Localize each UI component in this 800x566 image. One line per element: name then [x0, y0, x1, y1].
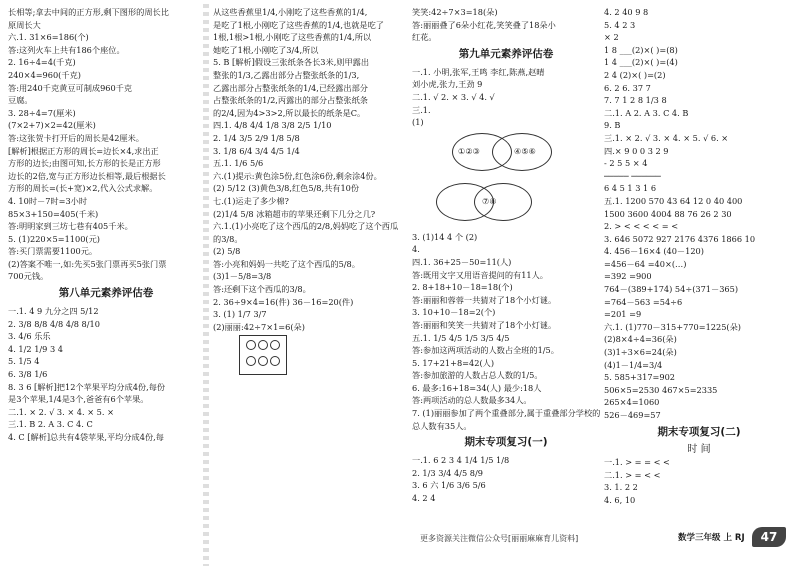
circle-shape [270, 340, 280, 350]
answer-line: 764－(389+174) 54÷(371－365) [604, 284, 739, 295]
answer-line: 2. > < < < < = < [604, 221, 679, 232]
col3-answers-lower [412, 231, 600, 433]
answer-line: 3. 10+10－18=2(个) [412, 307, 496, 318]
col4-answers-bottom [604, 456, 794, 506]
answer-line: 二.1. × 2. √ 3. × 4. × 5. × [8, 406, 114, 417]
answer-line: 2. 3/8 8/8 4/8 4/8 8/10 [8, 318, 100, 329]
answer-line: 五.1. 1200 570 43 64 12 0 40 400 [604, 195, 743, 206]
answer-line: [解析]根据正方形的周长=边长×4,求出正 [8, 145, 159, 156]
answer-line: (3)1÷3×6=24(朵) [604, 347, 677, 358]
answer-line: 4. 2 4 [412, 493, 436, 504]
answer-line: 6. 2 6. 37 7 [604, 82, 651, 93]
answer-line: (2)1/4 5/8 冰箱超市的苹果还剩下几分之几? [213, 208, 376, 219]
page-number: 47 [752, 527, 786, 547]
venn-label-left: ①②③ [458, 145, 481, 156]
answer-line: (2) 5/12 (3)黄色3/8,红色5/8,共有10份 [213, 183, 360, 194]
answer-line: (4)1－1/4=3/4 [604, 359, 663, 370]
answer-line: 5. 17+21+8=42(人) [412, 357, 495, 368]
answer-line: 答:丽丽和笑笑一共猜对了18个小灯谜。 [412, 319, 557, 330]
answer-line: 3. 1. 2 2 [604, 482, 638, 493]
answer-line: 答:既用文字又用语音提问的有11人。 [412, 269, 548, 280]
answer-line: 六.1. (1)770－315+770=1225(朵) [604, 321, 742, 332]
venn-label-center: ⑦⑧ [482, 195, 497, 206]
answer-line: 8. 3 6 [解析]把12个苹果平均分成4份,每份 [8, 381, 166, 392]
answer-line: (2)8×4÷4=36(朵) [604, 334, 677, 345]
unit8-heading: 第八单元素养评估卷 [58, 287, 154, 300]
answer-line: 从这些香蕉里1/4,小刚吃了这些香蕉的1/4, [213, 7, 368, 17]
col3-answers-mid [412, 66, 600, 129]
answer-line: 4. [412, 244, 420, 255]
answer-line: 5. (1)220×5=1100(元) [8, 233, 100, 244]
answer-line: 答:明明家到三坊七巷有405千米。 [8, 221, 133, 232]
answer-line: (2) 5/8 [213, 246, 241, 257]
answer-line: 答:参加这两项活动的人数占全班的1/5。 [412, 345, 559, 356]
answer-line: ───── ────── [604, 170, 661, 181]
answer-line: - 2 5 5 × 4 [604, 158, 648, 169]
answer-line: 5. 585+317=902 [604, 372, 676, 383]
col2-answers [213, 6, 403, 333]
answer-line: 6. 3/8 1/6 [8, 369, 48, 380]
answer-line: =764－563 =54÷6 [604, 296, 683, 307]
answer-line: 四.1. 4/8 4/4 1/8 3/8 2/5 1/10 [213, 120, 332, 131]
answer-line: (3)1－5/8=3/8 [213, 271, 272, 282]
col3-answers-top [412, 6, 600, 44]
col1-answers-top [8, 6, 204, 283]
answer-line: 4. C [解析]总共有4袋苹果,平均分成4份,每 [8, 432, 164, 442]
answer-line: (7×2+7)×2=42(厘米) [8, 120, 96, 131]
answer-line: 700元钱。 [8, 271, 49, 282]
circle-shape [258, 356, 268, 366]
answer-line: 265×4=1060 [604, 397, 660, 408]
answer-line: 占整张纸条的1/2,丙露出的部分占整张纸条 [213, 95, 368, 106]
column-1 [8, 6, 204, 540]
answer-line: 2. 1/3 3/4 4/5 8/9 [412, 467, 483, 478]
answer-line: 答:这列火车上共有186个座位。 [8, 44, 125, 55]
answer-line: 答:用240千克黄豆可制成960千克 [8, 82, 133, 93]
answer-line: 的2/4,因为4>3>2,所以最长的纸条是C。 [213, 107, 366, 118]
time-subheading: 时 间 [687, 443, 711, 455]
final-review-2-heading: 期末专项复习(二) [657, 425, 741, 438]
answer-line: 四.1. 36+25－50=11(人) [412, 256, 512, 267]
answer-line: 方形的周长=(长+宽)×2,代入公式求解。 [8, 183, 158, 194]
column-4 [604, 6, 794, 540]
answer-line: 506×5=2530 467×5=2335 [604, 384, 718, 395]
answer-line: =456－64 =40×(…) [604, 258, 687, 269]
answer-line: 答:丽丽和蓉蓉一共猜对了18个小灯谜。 [412, 294, 557, 305]
answer-line: 红花。 [412, 32, 437, 43]
book-label: 数学三年级 上 RJ [678, 533, 745, 543]
answer-line: 3. 4/6 乐乐 [8, 331, 51, 342]
answer-line: 三.1. [412, 104, 431, 115]
answer-line: 1 4 ___(2)×( )=(4) [604, 57, 678, 68]
answer-line: 2. 1/4 3/5 2/9 1/8 5/8 [213, 132, 300, 143]
answer-line: 1500 3600 4004 88 76 26 2 30 [604, 208, 732, 219]
answer-line: × 2 [604, 32, 619, 43]
answer-line: 刘小虎,张力,王劲 9 [412, 79, 483, 90]
answer-line: (2)丽丽:42÷7×1=6(朵) [213, 321, 305, 332]
unit9-heading: 第九单元素养评估卷 [458, 47, 554, 60]
answer-line: 7. (1)丽丽参加了两个重叠部分,属于重叠部分学校的 [412, 408, 600, 419]
answer-line: 4. 456－16×4 (40－120) [604, 246, 704, 257]
col1-answers-bottom [8, 305, 204, 444]
answer-line: 五.1. 1/6 5/6 [213, 158, 264, 169]
answer-line: (2)答案不唯一,如:先买5张门票再买5张门票 [8, 258, 167, 269]
circle-shape [258, 340, 268, 350]
answer-line: 答:两项活动的总人数最多34人。 [412, 395, 532, 406]
answer-line: 4. 10时－7时=3小时 [8, 195, 88, 206]
answer-line: 一.1. > = = < < [604, 457, 670, 468]
answer-line: 5. B [解析]假设三张纸条各长3米,则甲露出 [213, 57, 370, 68]
col4-answers-top [604, 6, 794, 422]
answer-line: 6 4 5 1 3 1 6 [604, 183, 657, 194]
answer-line: 3. 28÷4=7(厘米) [8, 107, 76, 118]
circle-shape [246, 340, 256, 350]
answer-line: 四.× 9 0 0 3 2 9 [604, 145, 669, 156]
answer-line: 是吃了1根,小刚吃了这些香蕉的1/4,也就是吃了 [213, 19, 384, 30]
answer-line: 85×3+150=405(千米) [8, 208, 99, 219]
answer-line: 答:丽丽叠了6朵小红花,笑笑叠了18朵小 [412, 19, 556, 30]
answer-line: 7. 7 1 2 8 1/3 8 [604, 95, 667, 106]
circle-shape [270, 356, 280, 366]
answer-line: 六.1.(1)小亮吃了这个西瓜的2/8,妈妈吃了这个西瓜 [213, 221, 399, 232]
answer-line: 一.1. 4 9 九分之四 5/12 [8, 306, 99, 317]
answer-line: 六.(1)提示:黄色涂5份,红色涂6份,剩余涂4份。 [213, 170, 382, 181]
answer-line: (1) [412, 117, 424, 128]
answer-line: 答:这张贺卡打开后的周长是42厘米。 [8, 132, 144, 143]
answer-line: 3. (1) 1/7 3/7 [213, 309, 267, 320]
column-3 [412, 6, 600, 540]
answer-line: 笑笑:42÷7×3=18(朵) [412, 7, 498, 17]
final-review-1-heading: 期末专项复习(一) [464, 436, 548, 449]
answer-line: 七.(1)运走了多少棉? [213, 195, 289, 206]
answer-line: 乙露出部分占整张纸条的1/4,已经露出部分 [213, 82, 368, 93]
column-2 [213, 6, 403, 540]
answer-line: 六.1. 31×6=186(个) [8, 32, 89, 43]
answer-line: 方形的边长;由图可知,长方形的长是正方形 [8, 158, 161, 169]
answer-line: 526－469=57 [604, 410, 661, 420]
answer-line: 一.1. 小明,张军,王鸣 李红,陈燕,赵晴 [412, 66, 545, 77]
answer-line: 2 4 (2)×( )=(2) [604, 69, 666, 80]
answer-line: 整张的1/3,乙露出部分占整张纸条的1/3, [213, 69, 360, 80]
venn-label-right: ④⑤⑥ [514, 145, 537, 156]
answer-line: =392 =900 [604, 271, 652, 282]
answer-line: 2. 36÷9×4=16(件) 36－16=20(件) [213, 296, 354, 307]
answer-line: 三.1. B 2. A 3. C 4. C [8, 419, 93, 430]
footer-note: 更多资源关注微信公众号[丽丽麻麻育儿资料] [420, 534, 579, 543]
answer-line: 一.1. 6 2 3 4 1/4 1/5 1/8 [412, 455, 510, 466]
venn-diagram [412, 131, 600, 179]
answer-line: 的3/8。 [213, 233, 243, 244]
circle-grid-figure [213, 335, 403, 374]
answer-line: 答:参加旅游的人数占总人数的1/5。 [412, 370, 543, 381]
answer-line: 她吃了1根,小刚吃了3/4,所以 [213, 44, 319, 55]
answer-line: 240×4=960(千克) [8, 69, 81, 80]
answer-line: 长相等;拿去中间的正方形,剩下图形的周长比 [8, 7, 169, 17]
answer-line: 4. 2 40 9 8 [604, 7, 649, 17]
answer-line: 五.1. 1/5 4/5 1/5 3/5 4/5 [412, 332, 510, 343]
answer-line: 边长的2倍,宽与正方形边长相等,最后根据长 [8, 170, 166, 181]
answer-line: 6. 最多:16+18=34(人) 最少:18人 [412, 382, 542, 393]
answer-line: 1 8 ___(2)×( )=(8) [604, 44, 678, 55]
rectangle-box [239, 335, 287, 374]
answer-line: 3. 6 六 1/6 3/6 5/6 [412, 480, 486, 491]
answer-line: 三.1. × 2. √ 3. × 4. × 5. √ 6. × [604, 132, 729, 143]
answer-line: 3. (1)14 4 个 (2) [412, 231, 478, 242]
answer-line: 二.1. > = < < [604, 469, 661, 480]
answer-line: 原周长大 [8, 19, 41, 30]
answer-line: 是3个苹果,1/4是3个,爸爸有6个苹果。 [8, 394, 149, 405]
answer-line: =201 =9 [604, 309, 642, 320]
answer-line: 3. 646 5072 927 2176 4376 1866 10 [604, 233, 756, 244]
answer-line: 5. 1/5 4 [8, 356, 40, 367]
answer-line: 答:买门票需要1100元。 [8, 246, 98, 257]
answer-line: 二.1. √ 2. × 3. √ 4. √ [412, 91, 495, 102]
answer-line: 答:小亮和妈妈一共吃了这个西瓜的5/8。 [213, 258, 360, 269]
answer-line: 总人数有35人。 [412, 420, 472, 431]
answer-line: 3. 1/8 6/4 3/4 4/5 1/4 [213, 145, 300, 156]
answer-line: 4. 1/2 1/9 3 4 [8, 343, 63, 354]
col3-answers-end [412, 454, 600, 504]
answer-line: 9. B [604, 120, 621, 131]
venn-diagram-2 [412, 181, 600, 229]
answer-line: 2. 16÷4=4(千克) [8, 57, 76, 68]
answer-line: 答:还剩下这个西瓜的3/8。 [213, 284, 311, 295]
answer-line: 2. 8+18+10－18=18(个) [412, 282, 513, 293]
answer-line: 豆腐。 [8, 95, 33, 106]
answer-line: 4. 6, 10 [604, 494, 636, 505]
answer-line: 1根,1根>1根,小刚吃了这些香蕉的1/4,所以 [213, 32, 372, 43]
answer-line: 二.1. A 2. A 3. C 4. B [604, 107, 689, 118]
answer-line: 5. 4 2 3 [604, 19, 636, 30]
circle-shape [246, 356, 256, 366]
